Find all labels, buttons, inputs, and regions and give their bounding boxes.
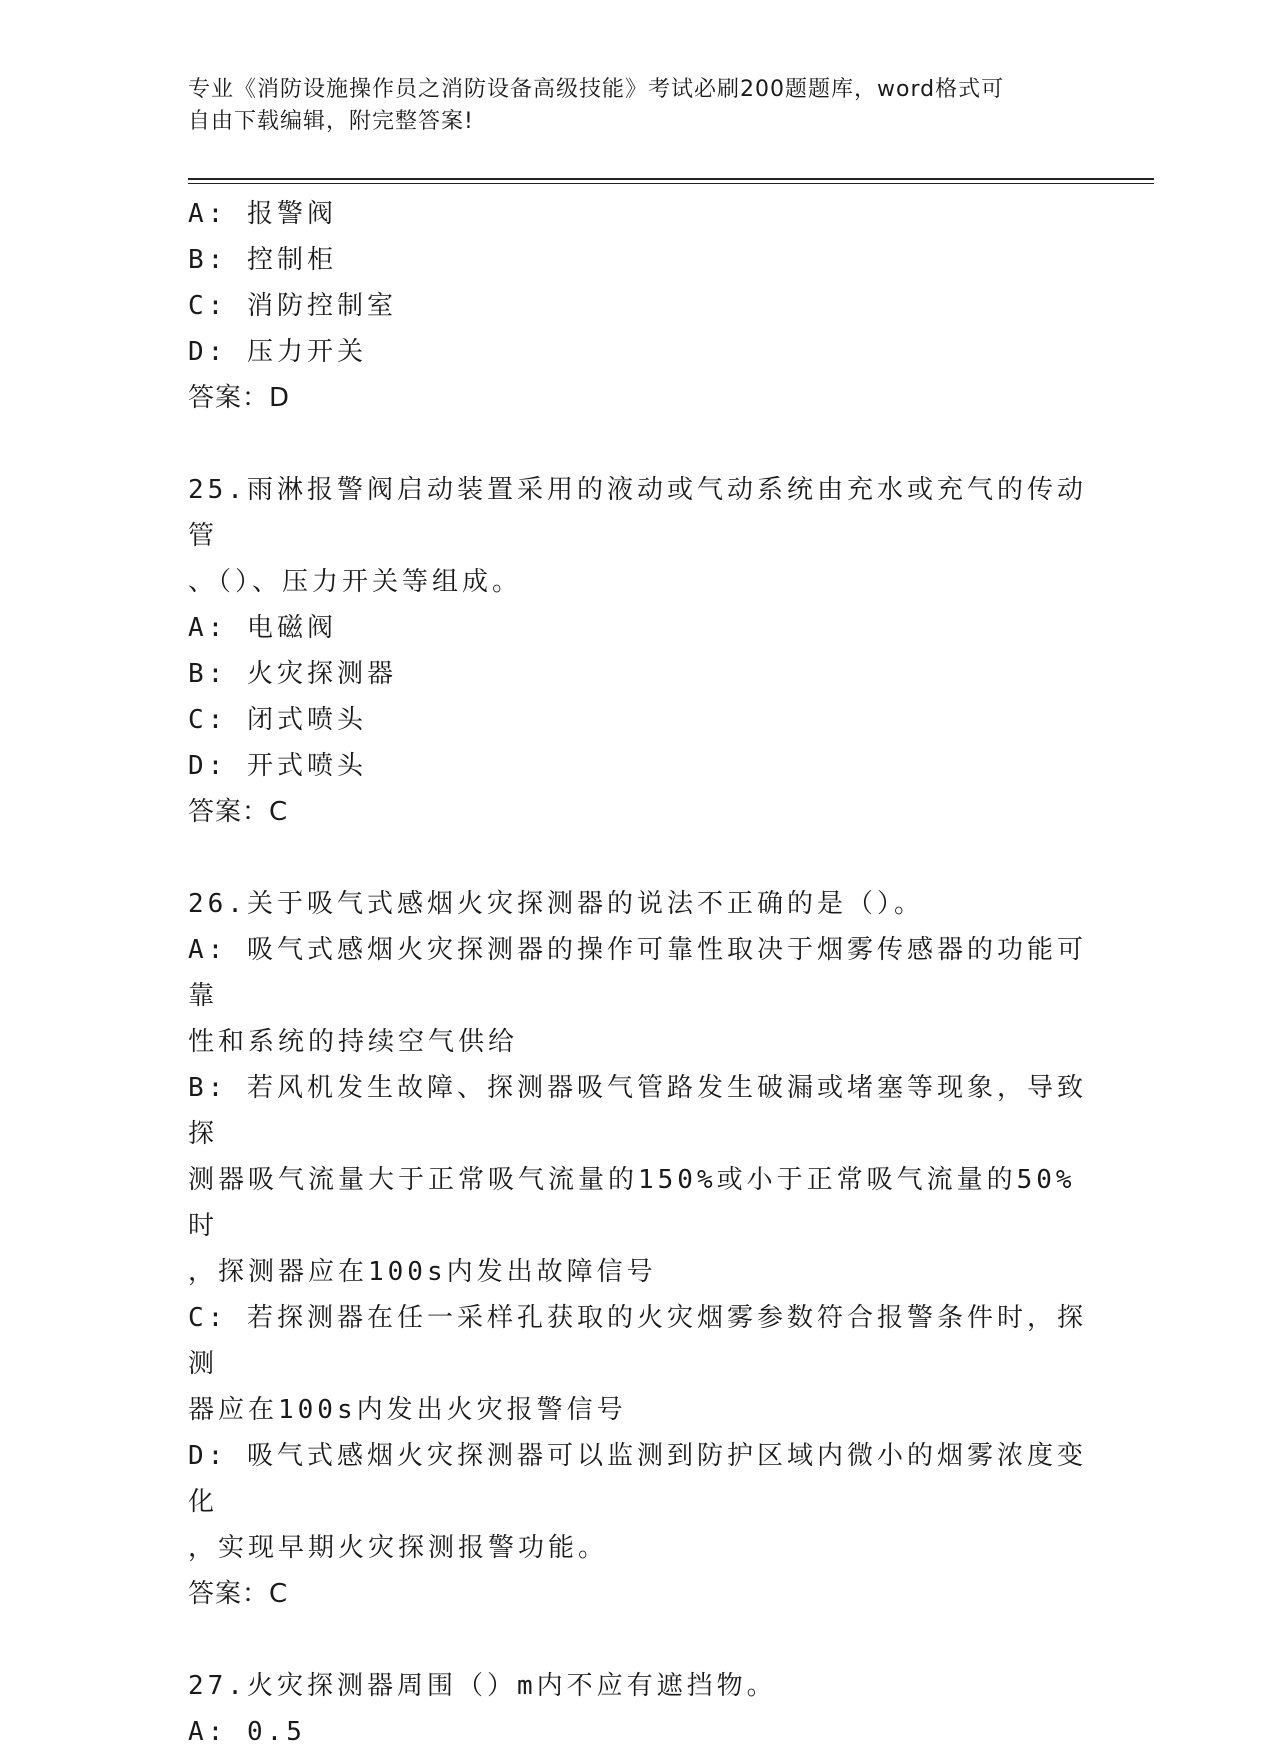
header-divider-thick xyxy=(188,178,1154,180)
question-26-block xyxy=(188,881,1088,1617)
option-c: C: 闭式喷头 xyxy=(188,705,367,735)
document-header xyxy=(188,74,1088,138)
question-content xyxy=(188,191,1088,1755)
header-line-2: 自由下载编辑，附完整答案! xyxy=(188,109,474,134)
option-d: D: 压力开关 xyxy=(188,337,367,367)
option-c-line: C: 若探测器在任一采样孔获取的火灾烟雾参数符合报警条件时，探测 xyxy=(188,1303,1087,1379)
option-b-line: B: 若风机发生故障、探测器吸气管路发生破漏或堵塞等现象，导致探 xyxy=(188,1073,1087,1149)
option-a: A: 报警阀 xyxy=(188,199,337,229)
question-text-line: 27.火灾探测器周围（）m内不应有遮挡物。 xyxy=(188,1671,777,1701)
option-a: A: 0.5 xyxy=(188,1717,306,1747)
option-a-line: A: 吸气式感烟火灾探测器的操作可靠性取决于烟雾传感器的功能可靠 xyxy=(188,935,1087,1011)
answer: 答案：C xyxy=(188,797,289,827)
header-line-1: 专业《消防设施操作员之消防设备高级技能》考试必刷200题题库，word格式可 xyxy=(188,77,1005,102)
option-b-line: 测器吸气流量大于正常吸气流量的150%或小于正常吸气流量的50%时 xyxy=(188,1165,1076,1241)
option-a-line: 性和系统的持续空气供给 xyxy=(188,1027,519,1057)
question-24-block xyxy=(188,191,1088,421)
question-text-line: 26.关于吸气式感烟火灾探测器的说法不正确的是（）。 xyxy=(188,889,924,919)
question-text-line: 、（）、压力开关等组成。 xyxy=(188,567,523,597)
option-d-line: D: 吸气式感烟火灾探测器可以监测到防护区域内微小的烟雾浓度变化 xyxy=(188,1441,1087,1517)
option-c: C: 消防控制室 xyxy=(188,291,397,321)
answer: 答案：D xyxy=(188,383,291,413)
question-text-line: 25.雨淋报警阀启动装置采用的液动或气动系统由充水或充气的传动管 xyxy=(188,475,1087,551)
option-c-line: 器应在100s内发出火灾报警信号 xyxy=(188,1395,627,1425)
option-b: B: 控制柜 xyxy=(188,245,337,275)
option-d: D: 开式喷头 xyxy=(188,751,367,781)
option-d-line: ，实现早期火灾探测报警功能。 xyxy=(188,1533,609,1563)
question-25-block xyxy=(188,467,1088,835)
question-27-block xyxy=(188,1663,1088,1755)
option-b-line: ，探测器应在100s内发出故障信号 xyxy=(188,1257,657,1287)
header-divider-thin xyxy=(188,183,1154,184)
answer: 答案：C xyxy=(188,1579,289,1609)
option-a: A: 电磁阀 xyxy=(188,613,337,643)
option-b: B: 火灾探测器 xyxy=(188,659,397,689)
